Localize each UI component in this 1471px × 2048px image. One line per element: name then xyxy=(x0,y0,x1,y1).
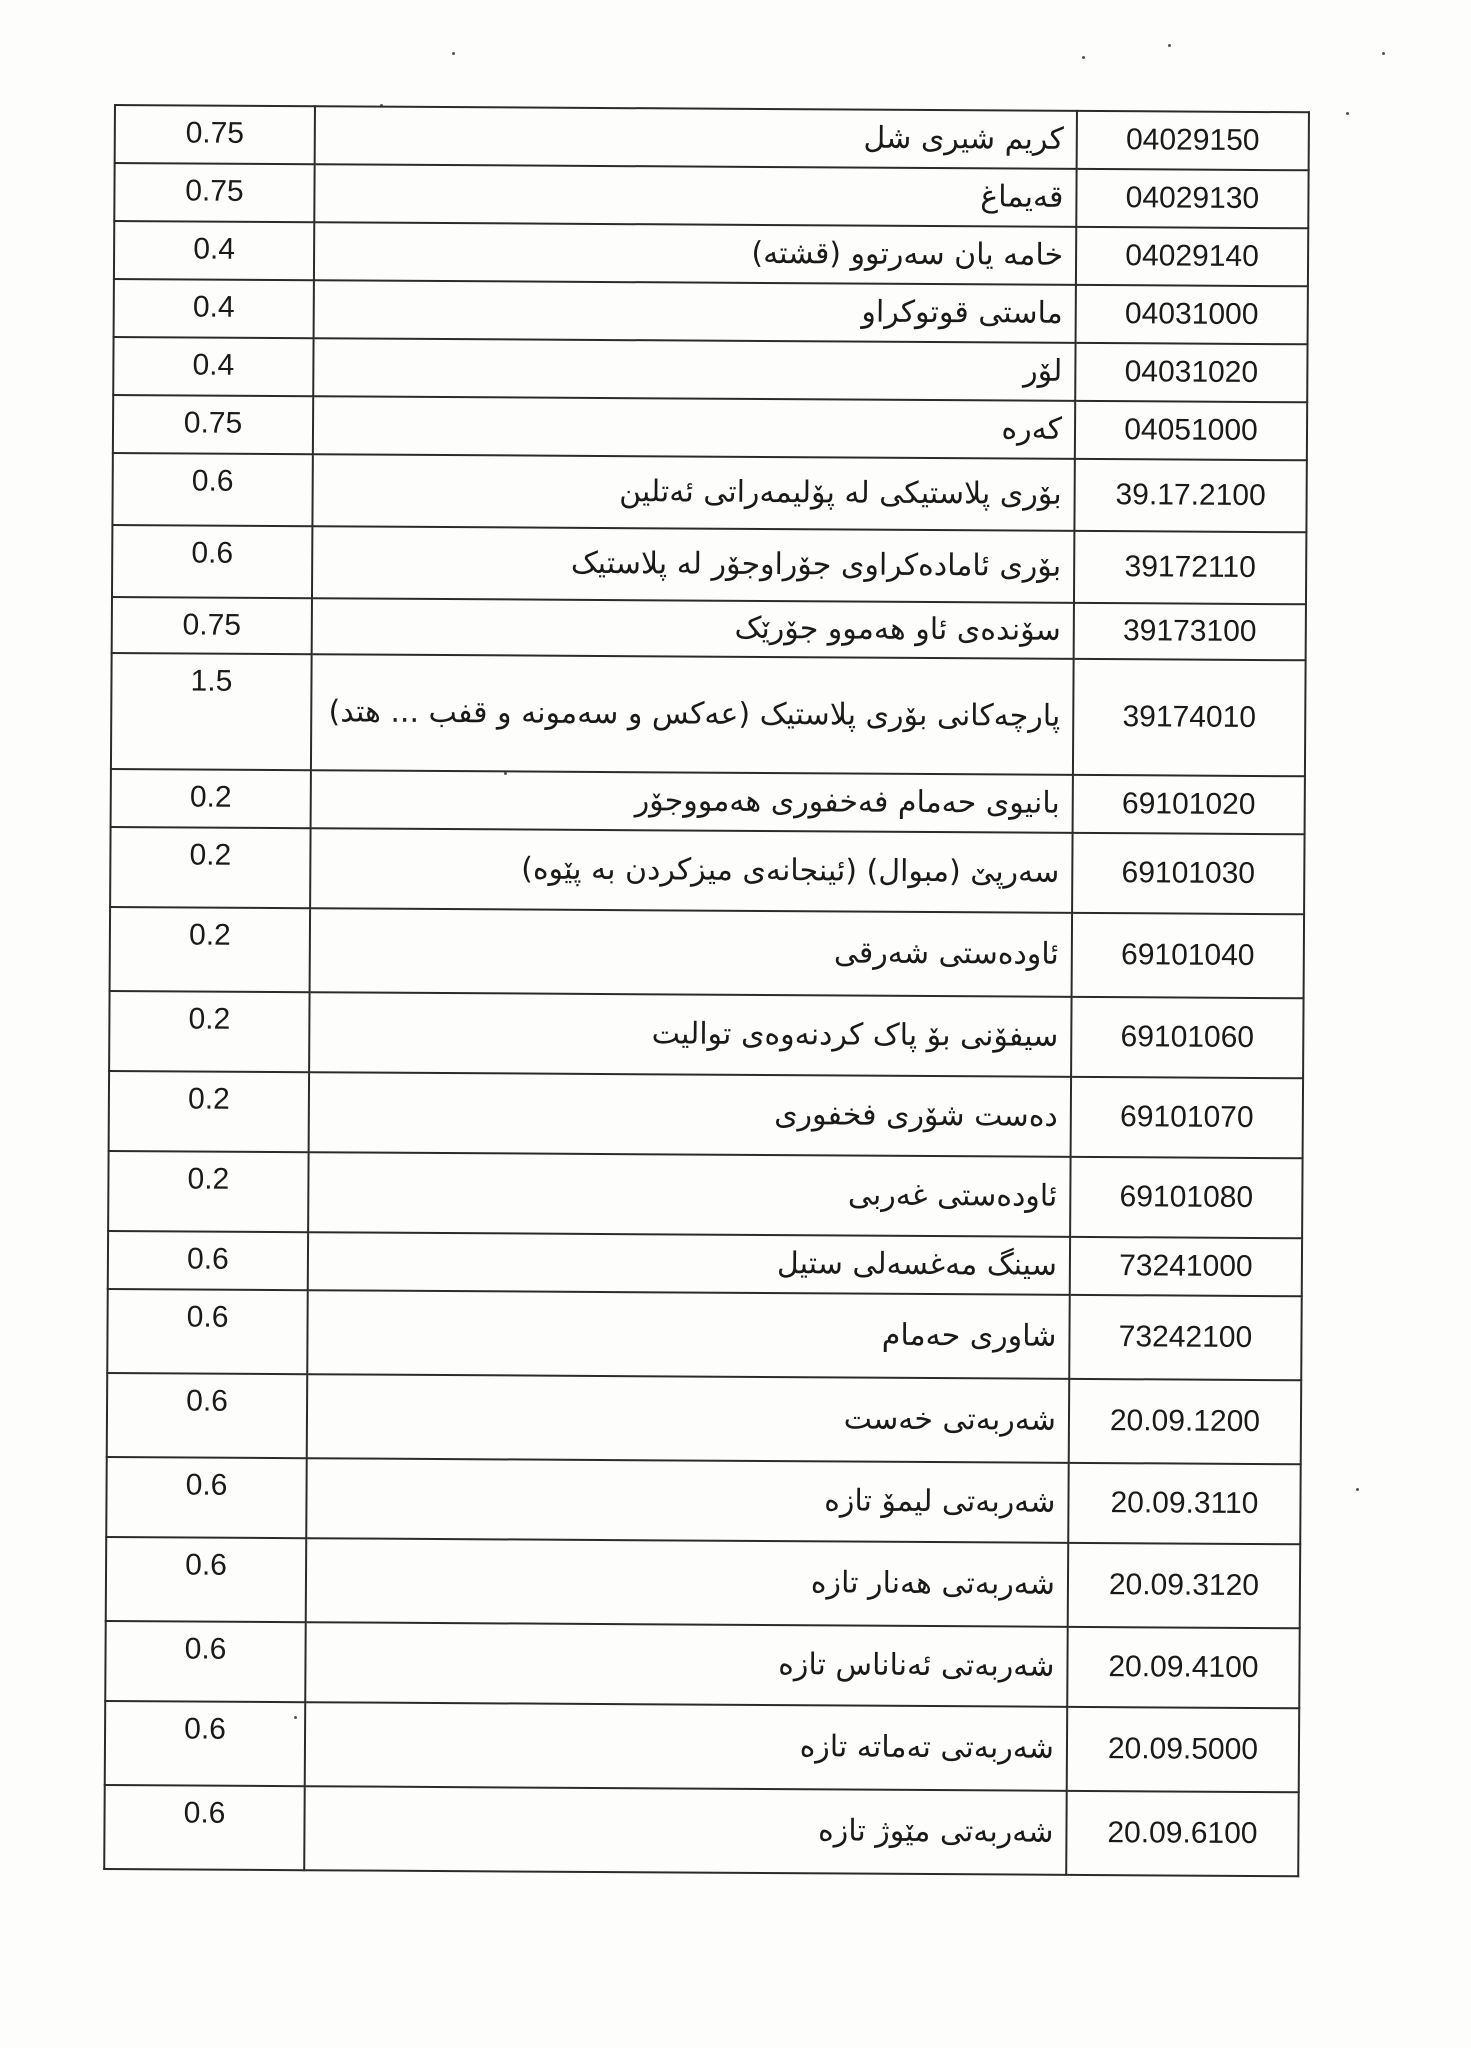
tariff-code-cell: 20.09.6100 xyxy=(1066,1791,1299,1876)
description-cell: شاوری حەمام xyxy=(307,1290,1069,1379)
description-cell: بۆری پلاستیکی لە پۆلیمەراتی ئەتلین xyxy=(312,454,1074,531)
description-cell: بۆری ئامادەکراوی جۆراوجۆر لە پلاستیک xyxy=(312,526,1074,603)
tariff-code-cell: 20.09.4100 xyxy=(1067,1627,1299,1708)
rate-cell: 1.5 xyxy=(111,653,312,770)
tariff-code-cell: 39173100 xyxy=(1074,603,1306,660)
tariff-code-cell: 69101020 xyxy=(1073,775,1305,834)
table-row xyxy=(111,769,1305,834)
rate-cell: 0.6 xyxy=(112,525,312,598)
description-cell: ماستی قوتوکراو xyxy=(314,280,1076,343)
table-row xyxy=(114,221,1308,286)
table-row xyxy=(105,1701,1299,1792)
table-row xyxy=(111,653,1306,776)
description-cell: شەربەتی خەست xyxy=(307,1374,1069,1463)
tariff-code-cell: 04031020 xyxy=(1075,343,1307,402)
table-row xyxy=(104,1785,1298,1876)
rate-cell: 0.75 xyxy=(114,163,314,222)
scan-speck xyxy=(1346,112,1349,115)
tariff-code-cell: 20.09.5000 xyxy=(1067,1707,1300,1792)
rate-cell: 0.2 xyxy=(110,827,310,908)
tariff-code-cell: 20.09.3120 xyxy=(1068,1543,1301,1628)
description-cell: دەست شۆری فخفوری xyxy=(309,1072,1071,1157)
tariff-code-cell: 20.09.1200 xyxy=(1069,1379,1302,1464)
rate-cell: 0.2 xyxy=(108,1151,308,1232)
tariff-code-cell: 73242100 xyxy=(1069,1295,1302,1380)
rate-cell: 0.6 xyxy=(108,1231,308,1290)
tariff-table xyxy=(103,104,1310,1877)
description-cell: سیفۆنی بۆ پاک کردنەوەی توالیت xyxy=(309,992,1071,1077)
table-row xyxy=(108,1231,1302,1296)
rate-cell: 0.2 xyxy=(111,769,311,828)
description-cell: سینگ مەغسەلی ستیل xyxy=(308,1232,1070,1295)
rate-cell: 0.6 xyxy=(104,1785,305,1870)
rate-cell: 0.4 xyxy=(113,337,313,396)
rate-cell: 0.6 xyxy=(107,1373,308,1458)
description-cell: لۆر xyxy=(313,338,1075,401)
tariff-code-cell: 69101040 xyxy=(1072,913,1305,998)
tariff-code-cell: 69101030 xyxy=(1072,833,1304,914)
description-cell: شەربەتی لیمۆ تازە xyxy=(306,1458,1068,1543)
table-row xyxy=(110,827,1304,914)
rate-cell: 0.2 xyxy=(109,991,309,1072)
rate-cell: 0.6 xyxy=(105,1701,306,1786)
scan-speck xyxy=(1168,44,1171,47)
table-row xyxy=(115,105,1309,170)
description-cell: خامە یان سەرتوو (قشتە) xyxy=(314,222,1076,285)
scan-speck xyxy=(1082,56,1085,59)
tariff-code-cell: 20.09.3110 xyxy=(1068,1463,1300,1544)
tariff-code-cell: 73241000 xyxy=(1070,1237,1302,1296)
rate-cell: 0.2 xyxy=(110,907,311,992)
description-cell: شەربەتی ئەناناس تازە xyxy=(305,1622,1067,1707)
scan-speck xyxy=(452,52,455,55)
description-cell: سەرپێ (مبوال) (ئینجانەی میزکردن بە پێوە) xyxy=(310,828,1072,913)
tariff-code-cell: 04031000 xyxy=(1076,285,1308,344)
description-cell: ئاودەستی شەرقی xyxy=(310,908,1072,997)
tariff-code-cell: 04029130 xyxy=(1076,169,1308,228)
scan-speck xyxy=(1356,1488,1359,1491)
tariff-code-cell: 39172110 xyxy=(1074,531,1306,604)
rate-cell: 0.6 xyxy=(107,1289,308,1374)
table-row xyxy=(112,525,1306,604)
rate-cell: 0.6 xyxy=(105,1621,305,1702)
rate-cell: 0.2 xyxy=(109,1071,309,1152)
description-cell: شەربەتی مێوژ تازە xyxy=(304,1786,1066,1875)
table-row xyxy=(108,1151,1302,1238)
table-row xyxy=(106,1457,1300,1544)
rate-cell: 0.6 xyxy=(106,1537,307,1622)
description-cell: کەرە xyxy=(313,396,1075,459)
table-row xyxy=(112,597,1306,660)
table-row xyxy=(114,279,1308,344)
description-cell: شەربەتی هەنار تازە xyxy=(306,1538,1068,1627)
rate-cell: 0.75 xyxy=(112,597,312,654)
table-row xyxy=(113,395,1307,460)
table-row xyxy=(112,453,1306,532)
description-cell: پارچەکانی بۆری پلاستیک (عەکس و سەمونە و قفب ... هتد) xyxy=(311,654,1074,775)
rate-cell: 0.75 xyxy=(113,395,313,454)
table-row xyxy=(109,991,1303,1078)
table-row xyxy=(109,1071,1303,1158)
description-cell: سۆندەی ئاو هەموو جۆرێک xyxy=(312,598,1074,659)
tariff-code-cell: 04029140 xyxy=(1076,227,1308,286)
table-row xyxy=(107,1289,1301,1380)
table-row xyxy=(105,1621,1299,1708)
tariff-code-cell: 04029150 xyxy=(1077,111,1309,170)
tariff-code-cell: 39174010 xyxy=(1073,659,1306,776)
description-cell: کریم شیری شل xyxy=(315,106,1077,169)
table-row xyxy=(106,1537,1300,1628)
table-row xyxy=(110,907,1304,998)
tariff-code-cell: 39.17.2100 xyxy=(1074,459,1306,532)
tariff-code-cell: 04051000 xyxy=(1075,401,1307,460)
table-row xyxy=(113,337,1307,402)
tariff-code-cell: 69101060 xyxy=(1071,997,1303,1078)
rate-cell: 0.6 xyxy=(106,1457,306,1538)
tariff-table-body xyxy=(104,105,1309,1876)
description-cell: ئاودەستی غەربی xyxy=(308,1152,1070,1237)
tariff-code-cell: 69101080 xyxy=(1070,1157,1302,1238)
tariff-code-cell: 69101070 xyxy=(1071,1077,1303,1158)
description-cell: قەیماغ xyxy=(314,164,1076,227)
description-cell: بانیوی حەمام فەخفوری هەمووجۆر xyxy=(311,770,1073,833)
table-row xyxy=(107,1373,1301,1464)
rate-cell: 0.6 xyxy=(112,453,312,526)
description-cell: شەربەتی تەماتە تازە xyxy=(305,1702,1067,1791)
rate-cell: 0.4 xyxy=(114,221,314,280)
scan-speck xyxy=(1382,52,1385,55)
table-row xyxy=(114,163,1308,228)
rate-cell: 0.75 xyxy=(115,105,315,164)
rate-cell: 0.4 xyxy=(114,279,314,338)
